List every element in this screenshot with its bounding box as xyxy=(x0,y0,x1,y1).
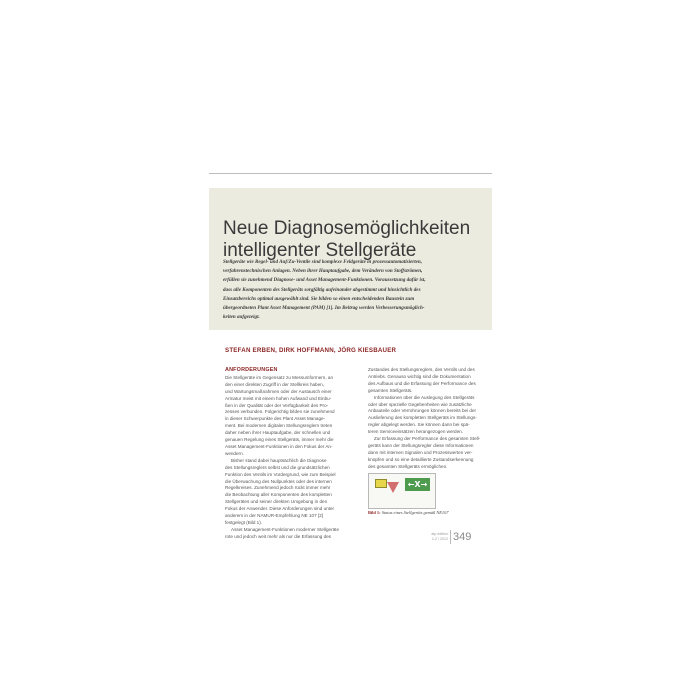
abstract-line: keiten aufgezeigt. xyxy=(223,314,260,321)
body-line: knüpfen und so eine detaillierte Zustandserkennung xyxy=(368,456,474,462)
body-line: anderem in der NAMUR-Empfehlung NE 107 [2] xyxy=(225,513,324,519)
body-line: Die Stellgeräte im Gegensatz zu Messumformern, an xyxy=(225,374,333,380)
figure-caption-label: Bild 1: xyxy=(368,510,381,515)
body-line: rote und jedoch weit mehr als nur die Erfassung des xyxy=(225,533,331,539)
valve-status-icon: ←X→ xyxy=(405,478,430,491)
body-line: Regelkreises. Zunehmend jedoch rückt immer mehr xyxy=(225,485,331,491)
body-line: Fokus der Anwender. Diese Anforderungen sind unter xyxy=(225,506,335,512)
body-line: Funktion des Ventils im Vordergrund, wie zum Beispiel xyxy=(225,471,336,477)
section-heading: ANFORDERUNGEN xyxy=(225,367,278,373)
journal-issue: 1-2 / 2012 xyxy=(431,536,448,541)
page-number: 349 xyxy=(453,531,472,543)
body-line: genauen Regelung eines Stellgeräts, immer mehr die xyxy=(225,437,334,443)
body-line: Asset Management-Funktionen in den Fokus der An- xyxy=(225,443,333,449)
body-line: des Aufbaus und die Erfassung der Performance des xyxy=(368,380,476,386)
body-line: ßen in der Qualität oder der Verfügbarkeit des Pro- xyxy=(225,402,329,408)
body-line: Auslieferung des kompletten Stellgeräts im Stellungs- xyxy=(368,415,477,421)
body-line: des gesamten Stellgeräts ermöglichen. xyxy=(368,463,448,469)
text-column-left xyxy=(225,367,345,541)
body-line: Stellgerätes und seiner direkten Umgebung in den xyxy=(225,499,328,505)
body-line: die Beobachtung aller Komponenten des kompletten xyxy=(225,492,332,498)
body-line: regler abgelegt werden. Sie können dann bei spä- xyxy=(368,422,470,428)
body-line: geräts kann der Stellungsregler diese Informationen xyxy=(368,442,474,448)
journal-name: atp edition xyxy=(431,532,448,536)
body-line: Informationen über die Auslegung des Stellgeräts xyxy=(374,394,475,400)
body-line: gesamten Stellgeräts. xyxy=(368,387,413,393)
figure-caption-text: Status eines Stellgeräts gemäß NE107 xyxy=(381,510,449,515)
body-line: die Überwachung des Nullpunktes oder des internen xyxy=(225,478,332,484)
author-line: STEFAN ERBEN, DIRK HOFFMANN, JÖRG KIESBAUER xyxy=(225,347,397,354)
body-line: den einer direkten Zugriff in der Stellkreis haben, xyxy=(225,381,324,387)
body-line: und Wartungsmaßnahmen oder der Austausch einer xyxy=(225,388,332,394)
body-line: Zustandes des Stellungsreglers, des Ventils und des xyxy=(368,367,475,372)
body-line: Zur Erfassung der Performance des gesamten Stell- xyxy=(374,436,481,442)
figure-status-symbols xyxy=(368,473,436,509)
body-line: oder über spezielle Gegebenheiten wie zusätzliche xyxy=(368,401,472,407)
journal-tag xyxy=(420,532,448,541)
body-line: wendern. xyxy=(225,450,244,456)
abstract-line: verfahrenstechnischen Anlagen. Neben ihrer Hauptaufgabe, dem Verändern von Stoffströmen, xyxy=(223,268,423,275)
title-line: intelligenter Stellgeräte xyxy=(223,239,417,261)
body-line: teren Serviceeinsätzen herangezogen werden. xyxy=(368,429,463,435)
maintenance-status-icon xyxy=(375,479,387,488)
article-abstract xyxy=(223,258,485,322)
abstract-line: dass alle Komponenten des Stellgeräts sorgfältig aufeinander abgestimmt und hinsichtlich des xyxy=(223,286,421,293)
body-line: dann mit internen Signalen und Prozesswerten ver- xyxy=(368,449,473,455)
body-line: Antriebs. Genauso wichtig sind die Dokumentation xyxy=(368,373,471,379)
body-line: ment. Bei modernen digitalen Stellungsreglern treten xyxy=(225,423,333,429)
abstract-line: übergeordneten Plant Asset Management (PAM) [1]. Im Beitrag werden Verbesserungsmöglich- xyxy=(223,305,425,312)
body-line: festgelegt (Bild 1). xyxy=(225,519,263,525)
text-column-right xyxy=(368,367,488,471)
body-line: Bisher stand dabei hauptsächlich die Diagnose xyxy=(231,457,327,463)
article-header-panel xyxy=(209,188,492,330)
abstract-line: Stellgeräte wie Regel- und Auf/Zu-Ventile sind komplexe Feldgeräte in prozessautomatisierten, xyxy=(223,259,423,265)
body-line: Armatur meist mit einem hohen Aufwand und Einbu- xyxy=(225,395,332,401)
abstract-line: Einsatzbereichs optimal ausgewählt sind. Sie bilden so einen entscheidenden Baustein zum xyxy=(223,295,415,302)
page-number-separator xyxy=(450,530,451,544)
body-line: Anbauteile oder Verrohrungen können bereits bei der xyxy=(368,408,477,414)
figure-caption xyxy=(368,510,488,515)
top-rule xyxy=(209,173,492,174)
body-line: zesses verbunden. Folgerichtig bilden sie zunehmend xyxy=(225,409,335,415)
title-line: Neue Diagnosemöglichkeiten xyxy=(223,217,471,239)
article-title xyxy=(223,218,483,262)
abstract-line: erfüllen sie zunehmend Diagnose- und Asset Management-Funktionen. Voraussetzung dafür ist, xyxy=(223,277,426,284)
warning-triangle-icon xyxy=(387,482,399,493)
body-line: in dieser Schwerpunkte des Plant Asset Manage- xyxy=(225,416,326,422)
body-line: daher neben ihrer Hauptaufgabe, der schnellen und xyxy=(225,430,331,436)
body-line: des Stellungsreglers selbst und die grundsätzlichen xyxy=(225,464,330,470)
body-line: Asset Management-Funktionen moderner Stellgeräte xyxy=(231,526,340,532)
